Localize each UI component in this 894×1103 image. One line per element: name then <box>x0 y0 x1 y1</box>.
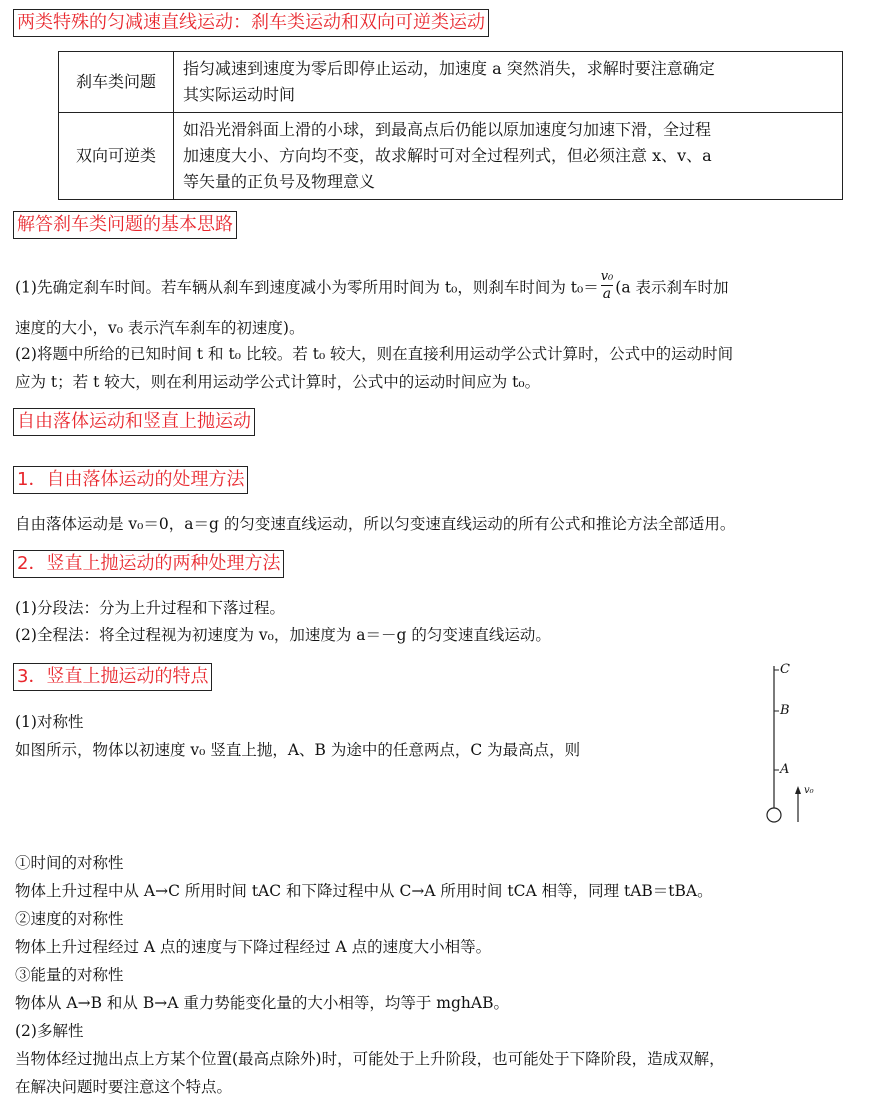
multiple-solutions-text-continued: 在解决问题时要注意这个特点。 <box>15 1078 233 1096</box>
table-text-line: 等矢量的正负号及物理意义 <box>183 172 376 191</box>
symmetry-intro: 如图所示，物体以初速度 v₀ 竖直上抛，A、B 为途中的任意两点，C 为最高点，则 <box>15 741 581 759</box>
table-key-cell: 刹车类问题 <box>59 52 174 113</box>
brake-step-1-continued: 速度的大小，v₀ 表示汽车刹车的初速度)。 <box>15 319 305 337</box>
section-heading-brake-approach: 解答刹车类问题的基本思路 <box>13 211 237 239</box>
method-whole-process: (2)全程法：将全过程视为初速度为 v₀，加速度为 a＝－g 的匀变速直线运动。 <box>15 626 551 644</box>
upward-throw-figure <box>760 662 820 828</box>
energy-symmetry-text: 物体从 A→B 和从 B→A 重力势能变化量的大小相等，均等于 mghAB。 <box>15 994 509 1012</box>
table-text-line: 加速度大小、方向均不变，故求解时可对全过程列式，但必须注意 x、v、a <box>183 146 712 165</box>
label-initial-velocity: v₀ <box>804 785 814 796</box>
energy-symmetry-title: ③能量的对称性 <box>15 966 124 984</box>
table-text-line: 指匀减速到速度为零后即停止运动，加速度 a 突然消失，求解时要注意确定 <box>183 59 715 78</box>
brake-step-1-text-end: (a 表示刹车时加 <box>615 278 729 297</box>
table-value-cell <box>174 52 843 113</box>
multiple-solutions-text: 当物体经过抛出点上方某个位置(最高点除外)时，可能处于上升阶段，也可能处于下降阶段，造成双解， <box>15 1050 725 1068</box>
subheading-upward-throw-methods: 2．竖直上抛运动的两种处理方法 <box>13 550 284 578</box>
subheading-upward-throw-features: 3．竖直上抛运动的特点 <box>13 663 212 691</box>
label-point-b: B <box>780 703 790 718</box>
vertical-line-diagram <box>760 662 820 828</box>
velocity-symmetry-text: 物体上升过程经过 A 点的速度与下降过程经过 A 点的速度大小相等。 <box>15 938 492 956</box>
fraction-numerator: v₀ <box>600 269 614 284</box>
section-heading-free-fall-and-upward-throw: 自由落体运动和竖直上抛运动 <box>13 408 255 436</box>
multiple-solutions-title: (2)多解性 <box>15 1022 84 1040</box>
ball-icon <box>767 808 781 822</box>
section-heading-decelerating-motion: 两类特殊的匀减速直线运动：刹车类运动和双向可逆类运动 <box>13 9 489 37</box>
subheading-free-fall-method: 1．自由落体运动的处理方法 <box>13 466 248 494</box>
brake-step-1 <box>15 269 729 305</box>
free-fall-description: 自由落体运动是 v₀＝0，a＝g 的匀变速直线运动，所以匀变速直线运动的所有公式和推论方法全部适用。 <box>15 515 736 533</box>
symmetry-title: (1)对称性 <box>15 713 84 731</box>
table-text-line: 其实际运动时间 <box>183 85 296 104</box>
brake-step-2: (2)将题中所给的已知时间 t 和 t₀ 比较。若 t₀ 较大，则在直接利用运动学公式计算时，公式中的运动时间 <box>15 345 734 363</box>
time-symmetry-title: ①时间的对称性 <box>15 854 124 872</box>
brake-time-fraction <box>601 269 614 302</box>
table-text-line: 如沿光滑斜面上滑的小球，到最高点后仍能以原加速度匀加速下滑，全过程 <box>183 120 712 139</box>
table-row <box>59 52 843 113</box>
brake-step-1-text: (1)先确定刹车时间。若车辆从刹车到速度减小为零所用时间为 t₀，则刹车时间为 t₀＝ <box>15 278 599 297</box>
label-point-c: C <box>780 662 790 677</box>
method-segmented: (1)分段法：分为上升过程和下落过程。 <box>15 599 285 617</box>
velocity-symmetry-title: ②速度的对称性 <box>15 910 124 928</box>
label-point-a: A <box>780 762 790 777</box>
table-value-cell <box>174 113 843 200</box>
brake-step-2-continued: 应为 t；若 t 较大，则在利用运动学公式计算时，公式中的运动时间应为 t₀。 <box>15 373 541 391</box>
time-symmetry-text: 物体上升过程中从 A→C 所用时间 tAC 和下降过程中从 C→A 所用时间 tCA 相等，同理 tAB＝tBA。 <box>15 882 713 900</box>
table-row <box>59 113 843 200</box>
motion-types-table <box>58 51 843 200</box>
table-key-cell: 双向可逆类 <box>59 113 174 200</box>
fraction-denominator: a <box>602 286 612 302</box>
